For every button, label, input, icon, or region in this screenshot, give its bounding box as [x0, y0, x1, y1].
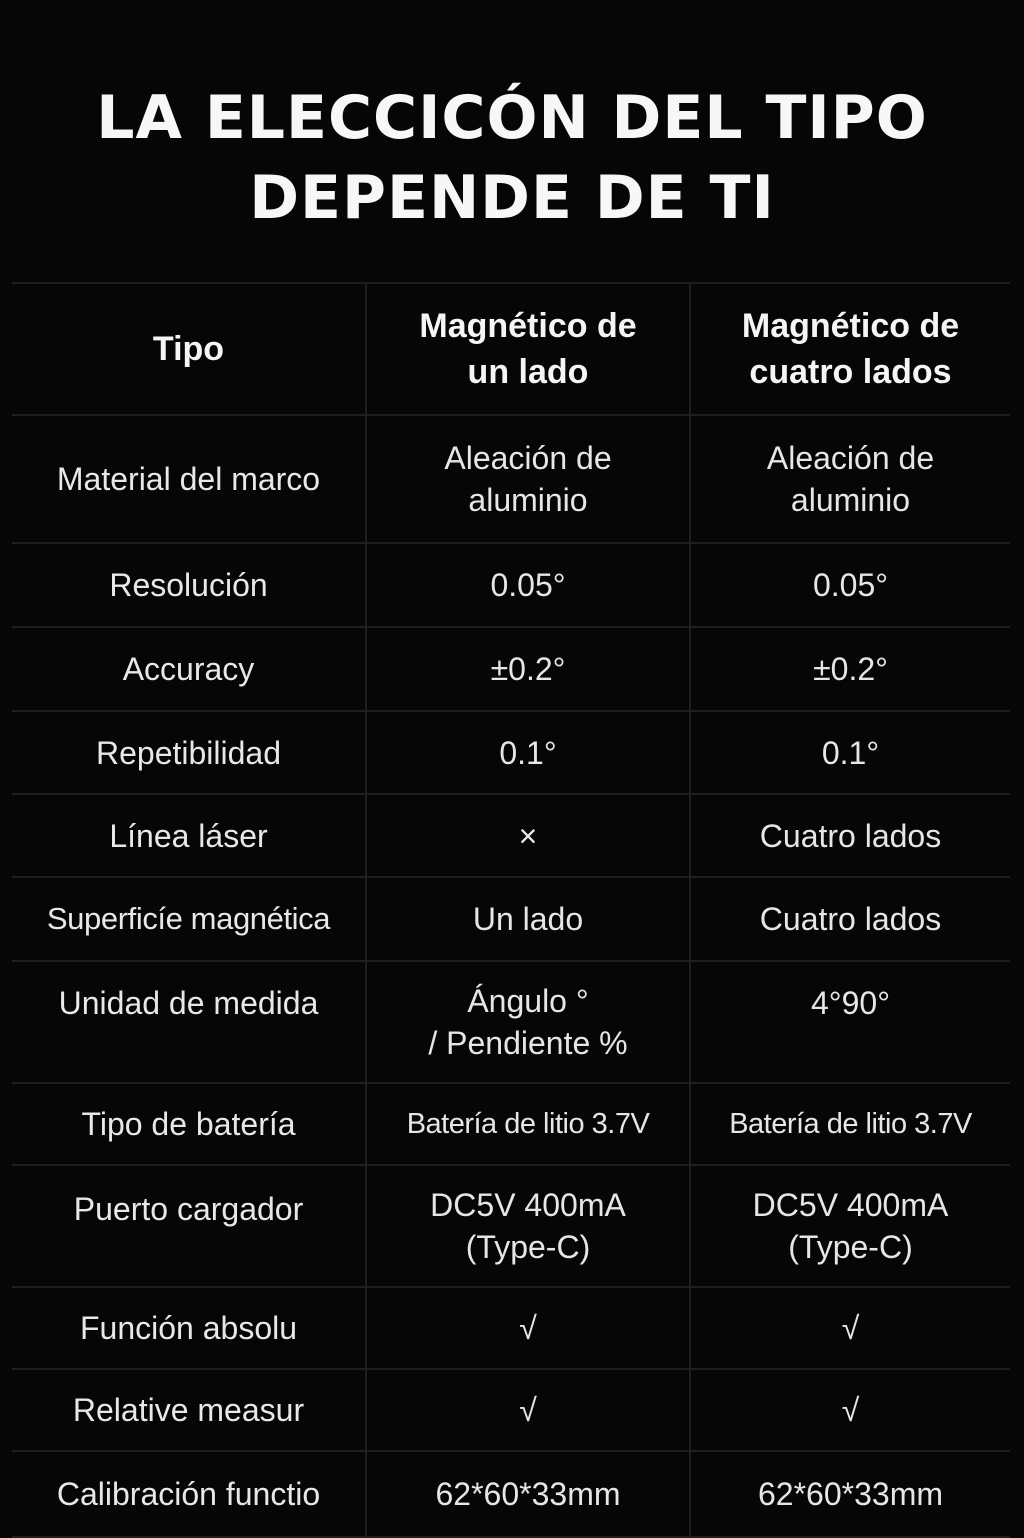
- row-label: Calibración functio: [12, 1451, 366, 1537]
- table-row: [12, 1451, 1010, 1537]
- row-label: Relative measur: [12, 1369, 366, 1451]
- row-label: Superficíe magnética: [12, 877, 366, 961]
- page-title: [0, 78, 1024, 238]
- row-label: Resolución: [12, 543, 366, 627]
- cell-one-side: Aleación de aluminio: [366, 415, 690, 543]
- table-row: [12, 794, 1010, 877]
- comparison-table: [12, 282, 1010, 1538]
- row-label: Material del marco: [12, 415, 366, 543]
- title-line-2: DEPENDE DE TI: [249, 163, 775, 233]
- cell-four-sides: 62*60*33mm: [690, 1451, 1010, 1537]
- row-label: Repetibilidad: [12, 711, 366, 794]
- cell-one-side: 0.1°: [366, 711, 690, 794]
- cell-four-sides: √: [690, 1369, 1010, 1451]
- cell-one-side: ±0.2°: [366, 627, 690, 711]
- cell-one-side: √: [366, 1369, 690, 1451]
- cell-one-side: Batería de litio 3.7V: [366, 1083, 690, 1165]
- table-row: [12, 1083, 1010, 1165]
- header-four-sides: Magnético de cuatro lados: [690, 283, 1010, 415]
- row-label: Línea láser: [12, 794, 366, 877]
- cell-one-side: ×: [366, 794, 690, 877]
- table-row: [12, 415, 1010, 543]
- cell-one-side: 0.05°: [366, 543, 690, 627]
- title-line-1: LA ELECCICÓN DEL TIPO: [96, 83, 928, 153]
- table-row: [12, 627, 1010, 711]
- cell-one-side: Ángulo ° / Pendiente %: [366, 961, 690, 1083]
- row-label: Puerto cargador: [12, 1165, 366, 1287]
- table-row: [12, 1165, 1010, 1287]
- cell-four-sides: DC5V 400mA (Type-C): [690, 1165, 1010, 1287]
- cell-one-side: √: [366, 1287, 690, 1369]
- table-row: [12, 1369, 1010, 1451]
- cell-four-sides: ±0.2°: [690, 627, 1010, 711]
- table-row: [12, 961, 1010, 1083]
- cell-four-sides: 0.05°: [690, 543, 1010, 627]
- header-one-side: Magnético de un lado: [366, 283, 690, 415]
- row-label: Accuracy: [12, 627, 366, 711]
- cell-four-sides: 4°90°: [690, 961, 1010, 1083]
- table-row: [12, 1287, 1010, 1369]
- cell-one-side: 62*60*33mm: [366, 1451, 690, 1537]
- header-row: [12, 283, 1010, 415]
- cell-four-sides: √: [690, 1287, 1010, 1369]
- row-label: Unidad de medida: [12, 961, 366, 1083]
- row-label: Tipo de batería: [12, 1083, 366, 1165]
- row-label: Función absolu: [12, 1287, 366, 1369]
- cell-four-sides: Cuatro lados: [690, 877, 1010, 961]
- table-row: [12, 543, 1010, 627]
- cell-four-sides: Batería de litio 3.7V: [690, 1083, 1010, 1165]
- cell-four-sides: Aleación de aluminio: [690, 415, 1010, 543]
- table-row: [12, 711, 1010, 794]
- cell-four-sides: 0.1°: [690, 711, 1010, 794]
- cell-one-side: Un lado: [366, 877, 690, 961]
- table-row: [12, 877, 1010, 961]
- cell-four-sides: Cuatro lados: [690, 794, 1010, 877]
- header-type: Tipo: [12, 283, 366, 415]
- cell-one-side: DC5V 400mA (Type-C): [366, 1165, 690, 1287]
